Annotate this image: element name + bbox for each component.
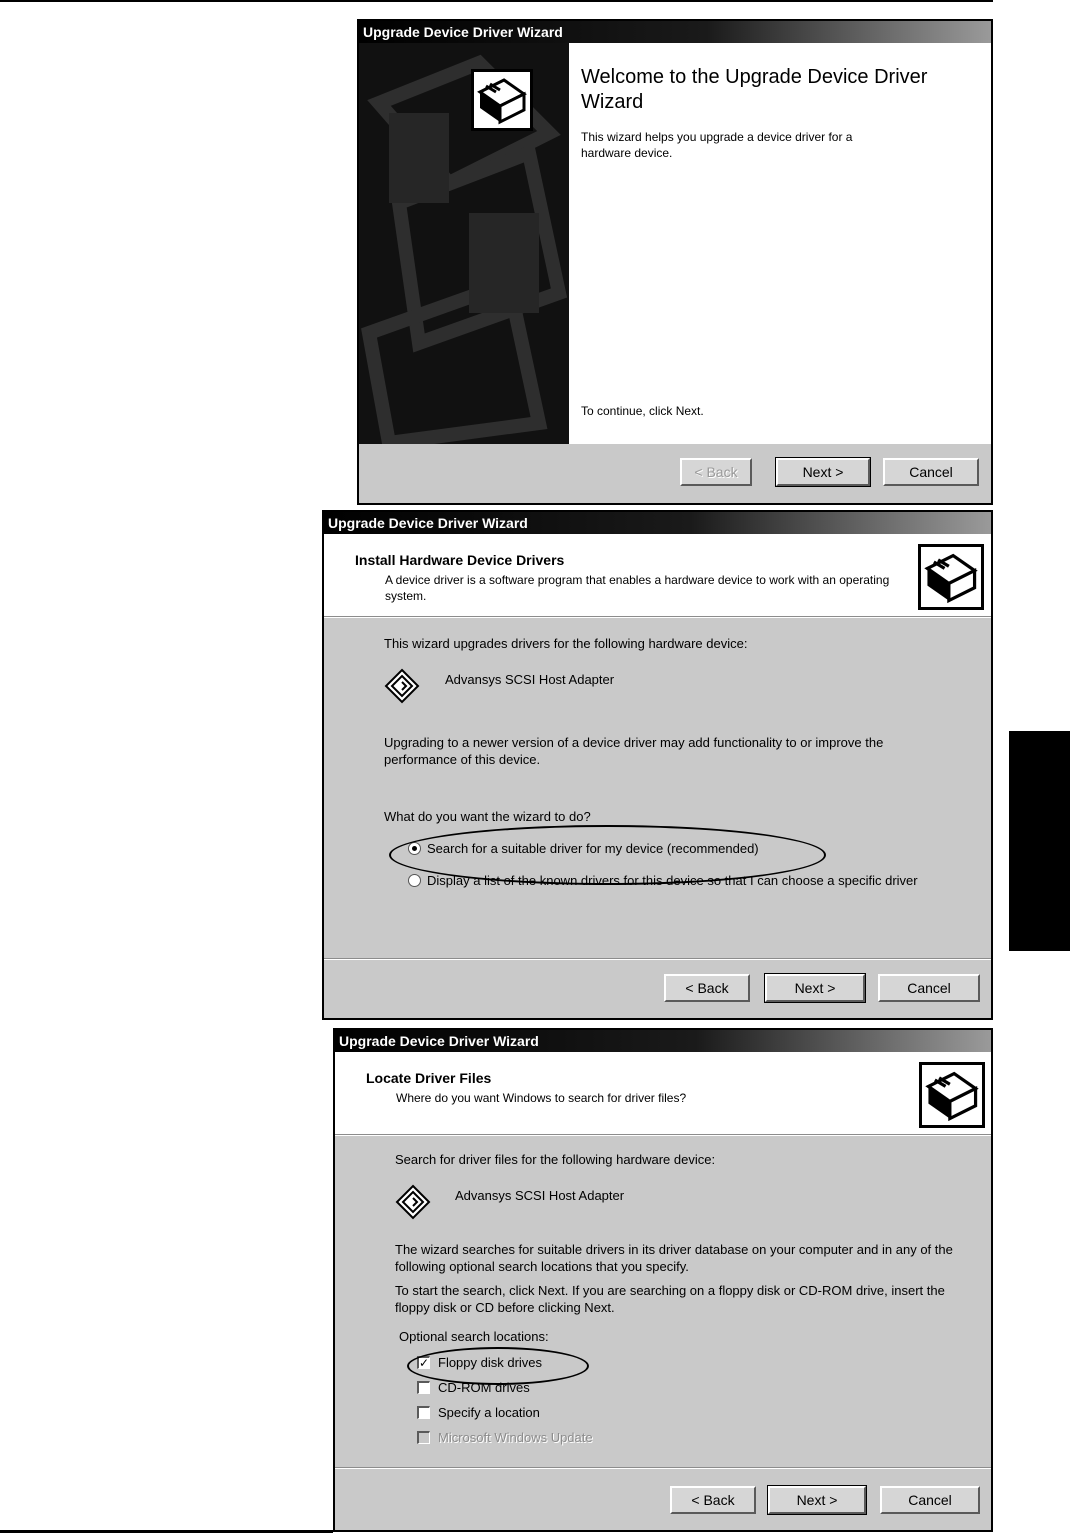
dialog-titlebar: Upgrade Device Driver Wizard	[335, 1030, 991, 1052]
welcome-wizard-dialog	[357, 19, 993, 505]
dialog-header	[335, 1052, 991, 1134]
page-top-rule	[0, 0, 993, 2]
back-button[interactable]: < Back	[664, 974, 750, 1002]
device-name: Advansys SCSI Host Adapter	[455, 1188, 625, 1203]
cdrom-label[interactable]: CD-ROM drives	[438, 1380, 530, 1395]
locations-label: Optional search locations:	[399, 1329, 549, 1344]
floppy-checkbox[interactable]: ✓	[419, 1356, 430, 1370]
display-list-label[interactable]: Display a list of the known drivers for this device so that I can choose a specific driver	[427, 873, 918, 888]
wizard-banner-graphic	[359, 43, 569, 444]
next-button[interactable]: Next >	[768, 1486, 866, 1514]
upgrade-note: Upgrading to a newer version of a device driver may add functionality to or improve the performance of this device.	[384, 735, 884, 767]
display-list-radio[interactable]	[408, 874, 421, 887]
next-button[interactable]: Next >	[776, 458, 870, 486]
back-button[interactable]: < Back	[670, 1486, 756, 1514]
install-drivers-dialog	[322, 510, 993, 1020]
dialog-header	[324, 534, 991, 616]
header-title: Install Hardware Device Drivers	[355, 552, 565, 568]
chapter-side-tab	[1009, 731, 1070, 951]
locate-driver-files-dialog	[333, 1028, 993, 1532]
cancel-button[interactable]: Cancel	[883, 458, 979, 486]
floppy-label[interactable]: Floppy disk drives	[438, 1355, 543, 1370]
welcome-description: This wizard helps you upgrade a device driver for a hardware device.	[581, 130, 853, 160]
search-note: The wizard searches for suitable drivers in its driver database on your computer and in any of the following optional search locations that you specify.	[395, 1242, 953, 1274]
highlight-circle	[389, 825, 826, 885]
back-button[interactable]: < Back	[680, 458, 752, 486]
scsi-adapter-icon	[384, 668, 420, 704]
continue-instruction: To continue, click Next.	[581, 404, 704, 418]
wizard-hardware-icon	[471, 69, 533, 131]
wizard-hardware-icon	[918, 544, 984, 610]
specify-location-checkbox[interactable]	[417, 1406, 430, 1419]
cdrom-checkbox[interactable]	[417, 1381, 430, 1394]
next-button[interactable]: Next >	[765, 974, 865, 1002]
scsi-adapter-icon	[395, 1184, 431, 1220]
highlight-circle	[407, 1347, 589, 1385]
button-bar	[359, 444, 991, 503]
start-note: To start the search, click Next. If you are searching on a floppy disk or CD-ROM drive, insert the floppy disk or CD before clicking Next.	[395, 1283, 945, 1315]
header-subtitle: A device driver is a software program that enables a hardware device to work with an operating system.	[385, 573, 890, 603]
cancel-button[interactable]: Cancel	[880, 1486, 980, 1514]
question-label: What do you want the wizard to do?	[384, 809, 591, 824]
windows-update-label: Microsoft Windows Update	[438, 1430, 593, 1445]
cancel-button[interactable]: Cancel	[878, 974, 980, 1002]
specify-location-label[interactable]: Specify a location	[438, 1405, 540, 1420]
header-subtitle: Where do you want Windows to search for driver files?	[396, 1091, 687, 1105]
wizard-hardware-icon	[919, 1062, 985, 1128]
welcome-heading: Welcome to the Upgrade Device Driver Wizard	[581, 66, 928, 113]
device-intro: This wizard upgrades drivers for the following hardware device:	[384, 636, 748, 651]
welcome-content	[569, 43, 991, 444]
page-bottom-rule	[0, 1530, 333, 1533]
windows-update-checkbox	[417, 1431, 430, 1444]
dialog-titlebar: Upgrade Device Driver Wizard	[359, 21, 991, 43]
dialog-titlebar: Upgrade Device Driver Wizard	[324, 512, 991, 534]
header-title: Locate Driver Files	[366, 1070, 492, 1086]
device-intro: Search for driver files for the following hardware device:	[395, 1152, 716, 1167]
device-name: Advansys SCSI Host Adapter	[445, 672, 615, 687]
search-driver-label[interactable]: Search for a suitable driver for my device (recommended)	[427, 841, 759, 856]
